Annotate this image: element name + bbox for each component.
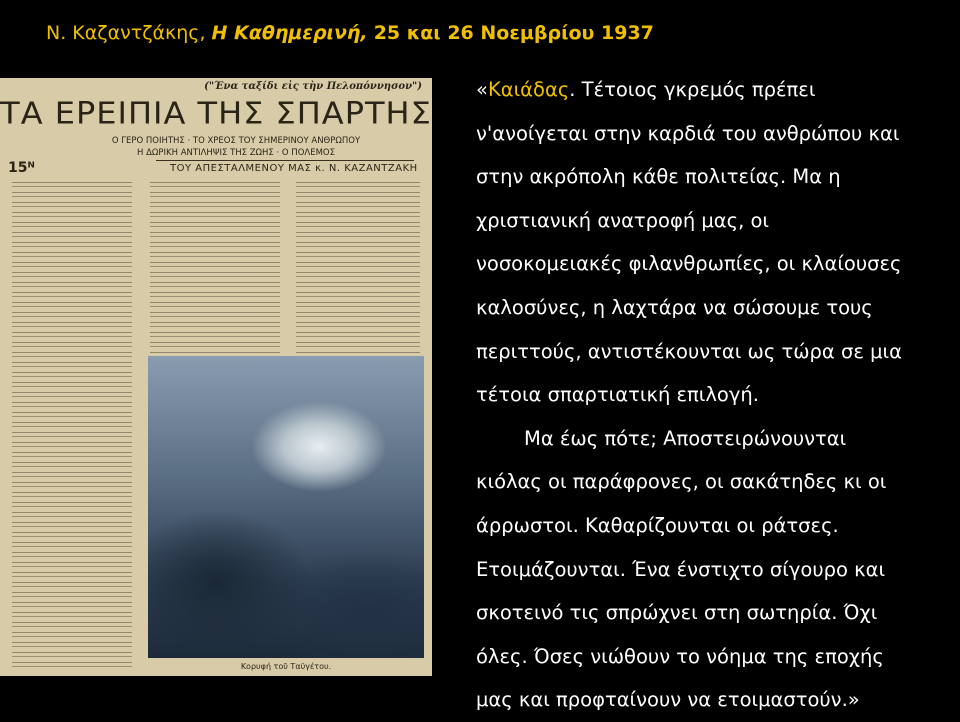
quote-line: όλες. Όσες νιώθουν το νόημα της εποχής [476, 644, 884, 668]
clipping-issue-number: 15ᴺ [8, 160, 35, 176]
quote-keyword: Καιάδας [487, 78, 570, 101]
author-name: Ν. Καζαντζάκης, [46, 22, 206, 44]
clipping-text-column [12, 182, 132, 672]
clipping-rule [156, 160, 414, 161]
quote-line: στην ακρόπολη κάθε πολιτείας. Μα η [476, 165, 841, 189]
quote-line: άρρωστοι. Καθαρίζουνται οι ράτσες. [476, 513, 839, 537]
slide-header [46, 22, 654, 44]
quote-line: σκοτεινό τις σπρώχνει στη σωτηρία. Όχι [476, 601, 878, 625]
quote-line: Μα έως πότε; Αποστειρώνουνται [524, 426, 847, 450]
quote-line: Ετοιμάζουνται. Ένα ένστιχτο σίγουρο και [476, 557, 886, 581]
quote-line: καλοσύνες, η λαχτάρα να σώσουμε τους [476, 295, 873, 319]
quote-line: ν'ανοίγεται στην καρδιά του ανθρώπου και [476, 121, 900, 145]
taygetus-photo [148, 356, 424, 658]
quote-line: κιόλας οι παράφρονες, οι σακάτηδες κι οι [476, 470, 887, 494]
clipping-byline: ΤΟΥ ΑΠΕΣΤΑΛΜΕΝΟΥ ΜΑΣ κ. Ν. ΚΑΖΑΝΤΖΑΚΗ [170, 163, 418, 174]
publication-date: 25 και 26 Νοεμβρίου 1937 [373, 22, 654, 44]
newspaper-clipping [0, 78, 432, 676]
clipping-title: ΤΑ ΕΡΕΙΠΙΑ ΤΗΣ ΣΠΑΡΤΗΣ [0, 94, 432, 132]
quote-line: περιττούς, αντιστέκουνται ως τώρα σε μια [476, 339, 902, 363]
clipping-series: ("Ένα ταξίδι εἰς τὴν Πελοπόννησον") [204, 81, 422, 92]
quote-passage [476, 68, 946, 722]
clipping-subtitle-2: Η ΔΩΡΙΚΗ ΑΝΤΙΛΗΨΙΣ ΤΗΣ ΖΩΗΣ · Ο ΠΟΛΕΜΟΣ [137, 148, 335, 158]
clipping-subtitle-1: Ο ΓΕΡΟ ΠΟΙΗΤΗΣ · ΤΟ ΧΡΕΟΣ ΤΟΥ ΣΗΜΕΡΙΝΟΥ ΑΝΘΡΩΠΟΥ [111, 136, 361, 146]
quote-line: νοσοκομειακές φιλανθρωπίες, οι κλαίουσες [476, 252, 902, 276]
quote-line: χριστιανική ανατροφή μας, οι [476, 208, 770, 232]
photo-caption: Κορυφή τοῦ Ταϋγέτου. [240, 662, 332, 671]
quote-line: τέτοια σπαρτιατική επιλογή. [476, 383, 759, 407]
quote-open-mark: « [476, 78, 488, 101]
quote-line: «Καιάδας. Τέτοιος γκρεμός πρέπει [476, 78, 816, 101]
journal-name: Η Καθημερινή, [211, 22, 368, 44]
quote-line: μας και προφταίνουν να ετοιμαστούν.» [476, 688, 860, 712]
